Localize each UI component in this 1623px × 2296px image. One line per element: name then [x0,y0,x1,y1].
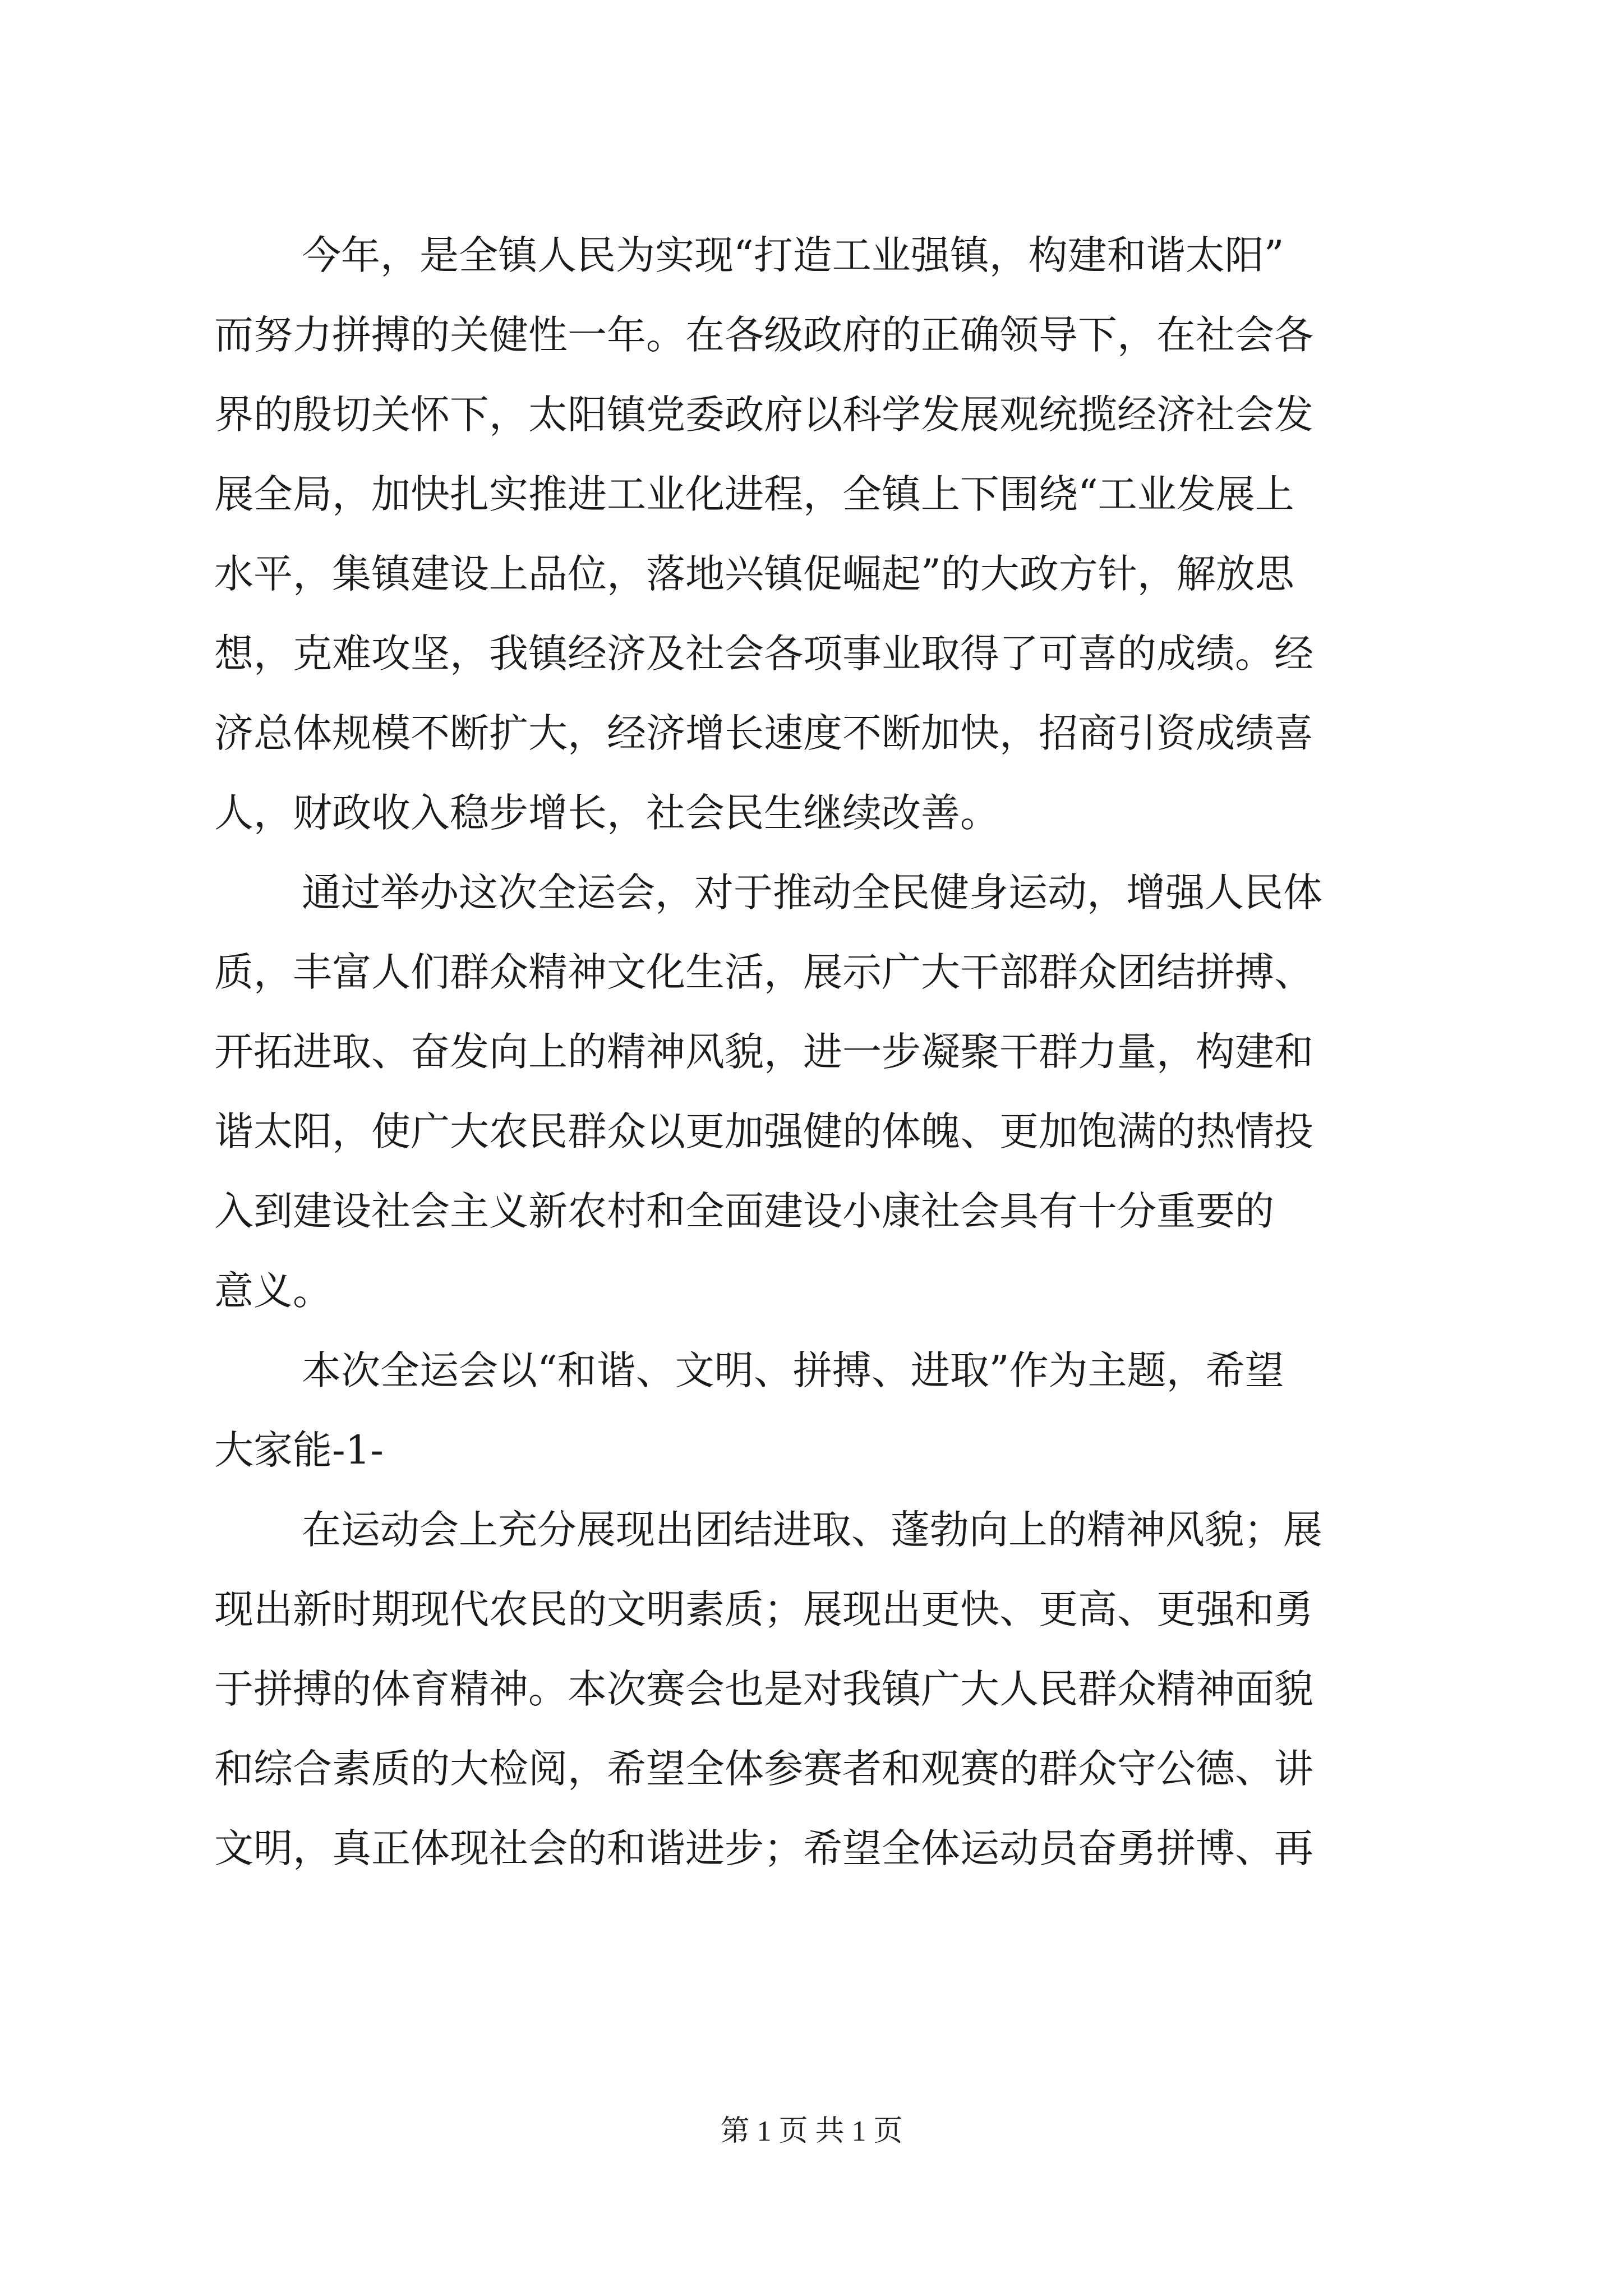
text-line [0,216,1623,295]
text-line-content: 界的殷切关怀下，太阳镇党委政府以科学发展观统揽经济社会发 [214,392,1313,438]
text-line-content: 于拼搏的体育精神。本次赛会也是对我镇广大人民群众精神面貌 [214,1666,1313,1712]
text-line-content: 文明，真正体现社会的和谐进步；希望全体运动员奋勇拼博、再 [214,1825,1313,1871]
text-line [0,296,1623,374]
text-line-content: 现出新时期现代农民的文明素质；展现出更快、更高、更强和勇 [214,1586,1313,1632]
text-line [0,1172,1623,1250]
text-line-content: 展全局，加快扎实推进工业化进程，全镇上下围绕“工业发展上 [214,471,1294,517]
text-line-content: 人，财政收入稳步增长，社会民生继续改善。 [214,790,999,836]
text-line-content: 而努力拼搏的关健性一年。在各级政府的正确领导下，在社会各 [214,312,1313,358]
text-line [0,1331,1623,1410]
text-line [0,853,1623,932]
text-line [0,1092,1623,1171]
text-line-content: 意义。 [214,1268,332,1314]
text-line-content: 谐太阳，使广大农民群众以更加强健的体魄、更加饱满的热情投 [214,1108,1313,1154]
text-line [0,1570,1623,1649]
text-line-content: 通过举办这次全运会，对于推动全民健身运动，增强人民体 [302,869,1322,915]
text-line [0,933,1623,1011]
text-line-content: 入到建设社会主义新农村和全面建设小康社会具有十分重要的 [214,1188,1274,1234]
text-line [0,774,1623,852]
text-line-content: 大家能-1- [214,1427,384,1473]
text-line [0,1013,1623,1091]
text-line [0,1490,1623,1569]
text-line [0,1729,1623,1808]
text-line [0,694,1623,772]
text-line [0,614,1623,693]
text-line-content: 济总体规模不断扩大，经济增长速度不断加快，招商引资成绩喜 [214,710,1313,756]
page-footer: 第 1 页 共 1 页 [720,2115,903,2147]
text-line [0,535,1623,613]
text-line-content: 和综合素质的大检阅，希望全体参赛者和观赛的群众守公德、讲 [214,1746,1313,1792]
text-line [0,455,1623,533]
text-line-content: 开拓进取、奋发向上的精神风貌，进一步凝聚干群力量，构建和 [214,1029,1313,1075]
text-line-content: 质，丰富人们群众精神文化生活，展示广大干部群众团结拼搏、 [214,949,1313,995]
text-line-content: 今年，是全镇人民为实现“打造工业强镇，构建和谐太阳” [302,232,1284,278]
text-line [0,1809,1623,1888]
text-line-content: 在运动会上充分展现出团结进取、蓬勃向上的精神风貌；展 [302,1507,1322,1553]
text-line-content: 本次全运会以“和谐、文明、拼搏、进取”作为主题，希望 [302,1347,1284,1393]
text-line [0,1411,1623,1489]
text-line-content: 想，克难攻坚，我镇经济及社会各项事业取得了可喜的成绩。经 [214,631,1313,677]
text-line-content: 水平，集镇建设上品位，落地兴镇促崛起”的大政方针，解放思 [214,551,1294,597]
text-line [0,1650,1623,1728]
text-line [0,375,1623,454]
text-line [0,1251,1623,1330]
